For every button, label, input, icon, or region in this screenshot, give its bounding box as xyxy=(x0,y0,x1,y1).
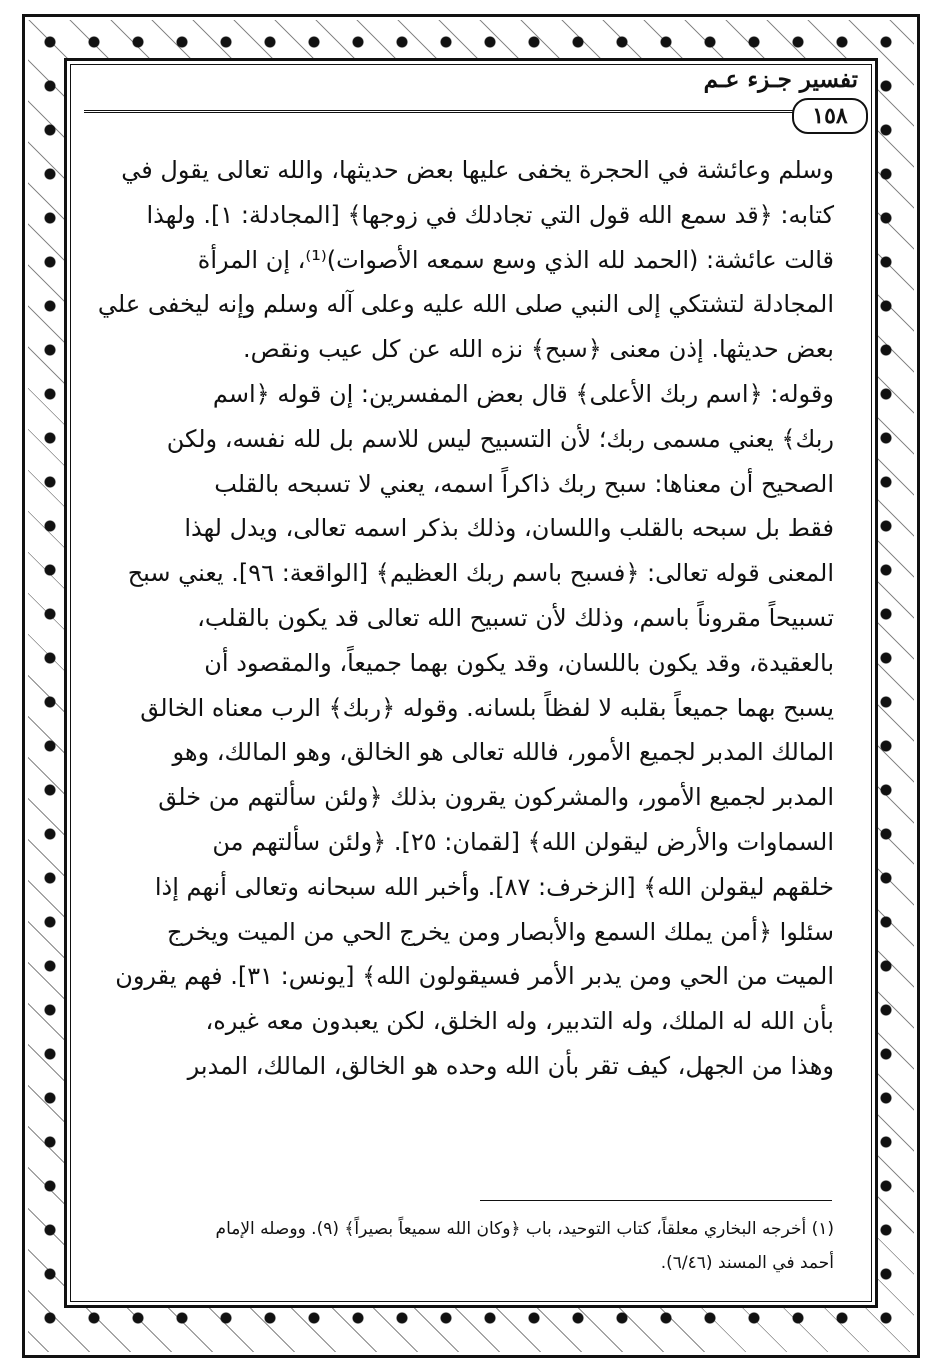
body-line: بعض حديثها. إذن معنى ﴿سبح﴾ نزه الله عن كل عيب ونقص. xyxy=(243,335,834,364)
body-line: الميت من الحي ومن يدبر الأمر فسيقولون الله﴾ [يونس: ٣١]. فهم يقرون xyxy=(115,962,834,991)
body-line: تسبيحاً مقروناً باسم، وذلك لأن تسبيح الله تعالى قد يكون بالقلب، xyxy=(197,603,834,632)
body-line: فقط بل سبحه بالقلب واللسان، وذلك بذكر اسمه تعالى، ويدل لهذا xyxy=(184,514,834,543)
body-line: السماوات والأرض ليقولن الله﴾ [لقمان: ٢٥]. ﴿ولئن سألتهم من xyxy=(212,827,834,856)
body-line: المجادلة لتشتكي إلى النبي صلى الله عليه وعلى آله وسلم وإنه ليخفى علي xyxy=(97,290,834,319)
body-line: خلقهم ليقولن الله﴾ [الزخرف: ٨٧]. وأخبر الله سبحانه وتعالى أنهم إذا xyxy=(154,872,834,901)
footnotes xyxy=(84,1212,834,1280)
body-line: الصحيح أن معناها: سبح ربك ذاكراً اسمه، يعني لا تسبحه بالقلب xyxy=(214,469,834,498)
body-line: ربك﴾ يعني مسمى ربك؛ لأن التسبيح ليس للاسم بل لله نفسه، ولكن xyxy=(166,424,834,453)
body-line: كتابه: ﴿قد سمع الله قول التي تجادلك في زوجها﴾ [المجادلة: ١]. ولهذا xyxy=(146,200,834,229)
body-line: يسبح بهما جميعاً بقلبه لا لفظاً بلسانه. وقوله ﴿ربك﴾ الرب معناه الخالق xyxy=(140,693,834,722)
header-rule xyxy=(84,110,854,113)
page-number: ١٥٨ xyxy=(792,98,868,134)
body-line: بالعقيدة، وقد يكون باللسان، وقد يكون بهما جميعاً، والمقصود أن xyxy=(204,648,834,677)
body-text xyxy=(84,148,834,1089)
body-line: المدبر لجميع الأمور، والمشركون يقرون بذلك ﴿ولئن سألتهم من خلق xyxy=(158,783,834,812)
footnote-line: (١) أخرجه البخاري معلقاً، كتاب التوحيد، باب ﴿وكان الله سميعاً بصيراً﴾ (٩). ووصله الإمام xyxy=(215,1219,834,1239)
body-line: وقوله: ﴿اسم ربك الأعلى﴾ قال بعض المفسرين: إن قوله ﴿اسم xyxy=(212,379,834,408)
body-line: قالت عائشة: (الحمد لله الذي وسع سمعه الأصوات)⁽¹⁾، إن المرأة xyxy=(197,245,834,274)
body-line: المعنى قوله تعالى: ﴿فسبح باسم ربك العظيم﴾ [الواقعة: ٩٦]. يعني سبح xyxy=(127,559,834,588)
body-line: وسلم وعائشة في الحجرة يخفى عليها بعض حديثها، والله تعالى يقول في xyxy=(121,156,834,184)
body-line: بأن الله له الملك، وله التدبير، وله الخلق، لكن يعبدون معه غيره، xyxy=(205,1007,834,1036)
footnote-separator xyxy=(480,1200,832,1201)
footnote-line: أحمد في المسند (٦/٤٦). xyxy=(660,1253,834,1273)
running-title: تفسير جـزء عـم xyxy=(703,66,858,93)
body-line: المالك المدبر لجميع الأمور، فالله تعالى هو الخالق، وهو المالك، وهو xyxy=(172,738,834,767)
body-line: وهذا من الجهل، كيف تقر بأن الله وحده هو الخالق، المالك، المدبر xyxy=(187,1051,834,1080)
body-line: سئلوا ﴿أمن يملك السمع والأبصار ومن يخرج الحي من الميت ويخرج xyxy=(167,917,834,946)
